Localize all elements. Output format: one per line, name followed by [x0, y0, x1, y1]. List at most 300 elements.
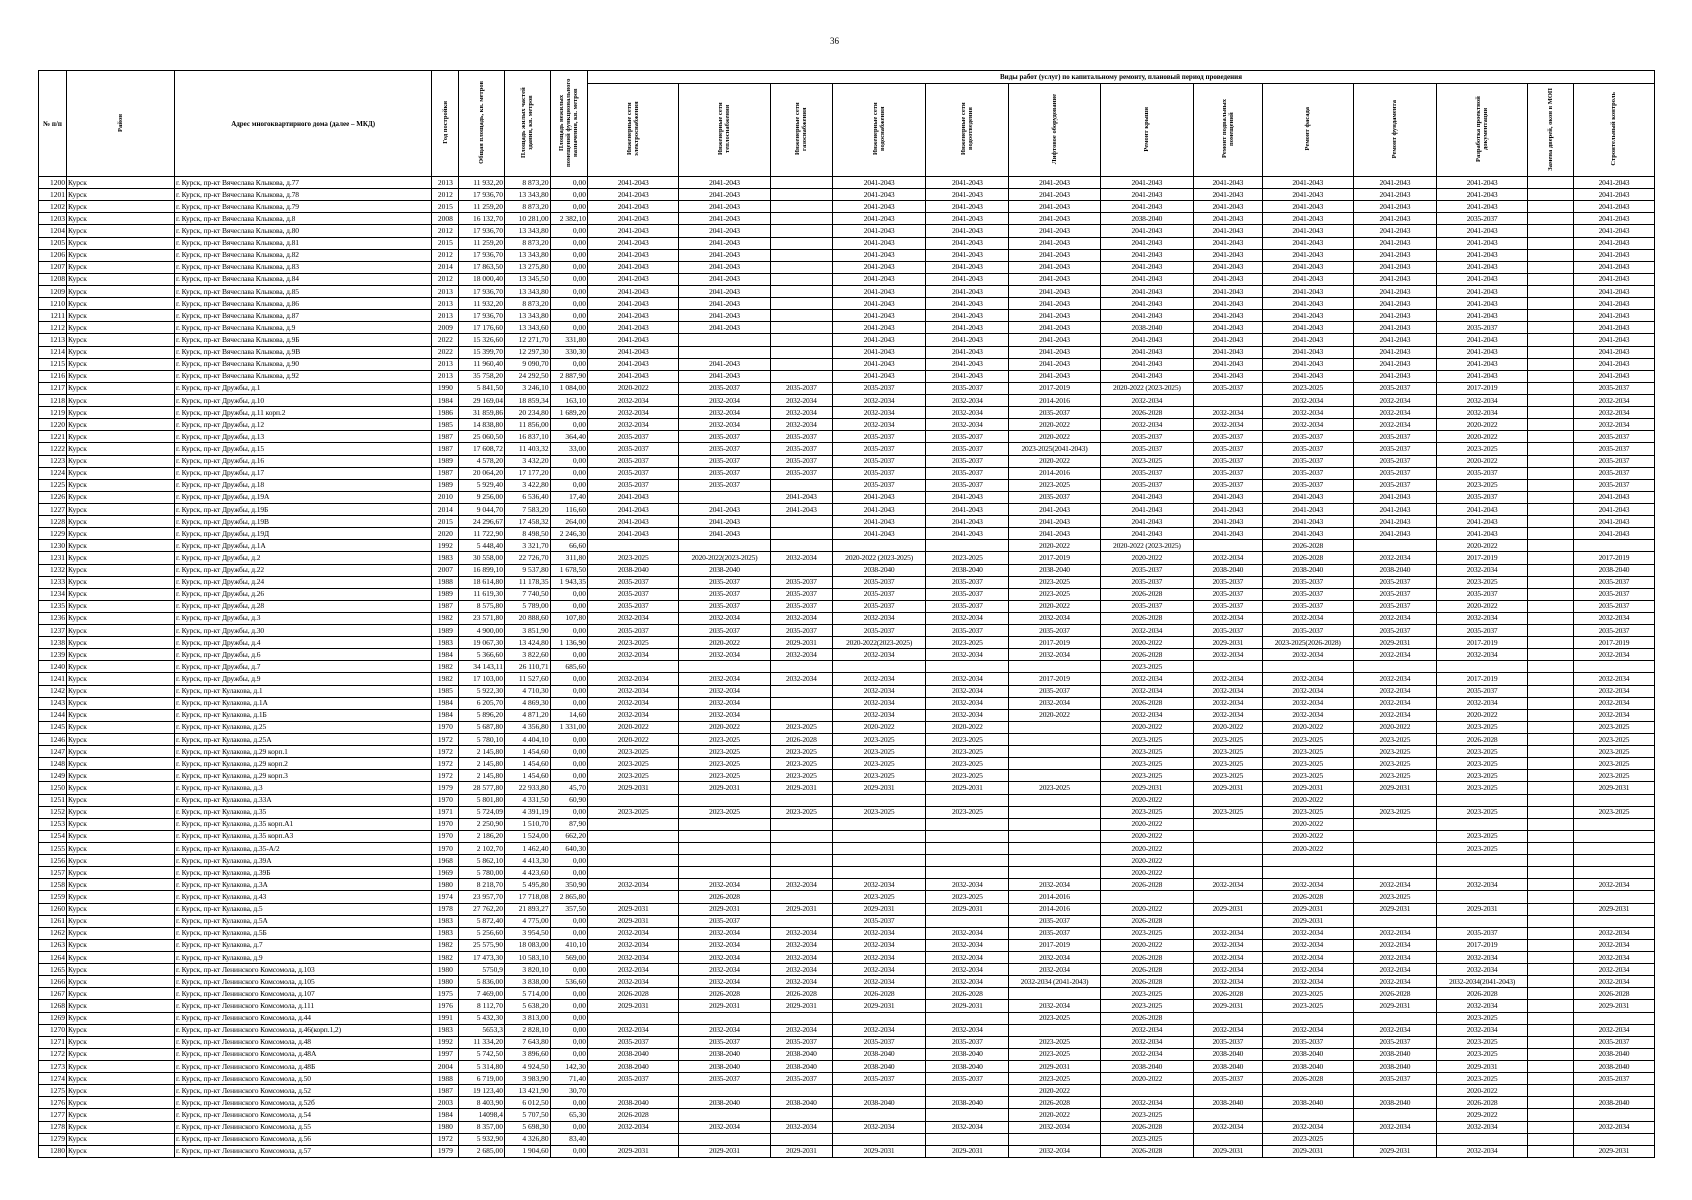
address-cell: г. Курск, пр-кт Кулакова, д.7	[174, 939, 431, 951]
work-construction-control-cell: 2035-2037	[1573, 1036, 1654, 1048]
work-elevator-cell: 2023-2025	[1009, 1073, 1100, 1085]
work-water-cell: 2032-2034	[832, 685, 925, 697]
work-facade-cell: 2038-2040	[1262, 564, 1353, 576]
area-nonresidential-cell: 33,00	[550, 443, 587, 455]
work-construction-control-cell: 2035-2037	[1573, 455, 1654, 467]
year-built-cell: 1984	[432, 709, 459, 721]
address-cell: г. Курск, пр-кт Ленинского Комсомола, д.50	[174, 1073, 431, 1085]
row-number-cell: 1205	[39, 237, 67, 249]
work-roof-cell: 2041-2043	[1100, 298, 1193, 310]
address-cell: г. Курск, пр-кт Ленинского Комсомола, д.48	[174, 1036, 431, 1048]
work-water-cell: 2029-2031	[832, 903, 925, 915]
area-living-cell: 3 822,60	[504, 649, 550, 661]
work-doors-windows-cell	[1528, 867, 1574, 879]
col-year-header: Год постройки	[432, 71, 459, 177]
work-water-cell	[832, 830, 925, 842]
district-cell: Курск	[67, 661, 175, 673]
work-roof-cell: 2032-2034	[1100, 1036, 1193, 1048]
work-facade-cell: 2041-2043	[1262, 528, 1353, 540]
work-sewerage-cell: 2020-2022	[926, 721, 1009, 733]
work-heating-cell	[679, 867, 770, 879]
work-water-cell: 2032-2034	[832, 976, 925, 988]
work-foundation-cell: 2035-2037	[1353, 479, 1436, 491]
work-basement-cell: 2032-2034	[1194, 709, 1262, 721]
year-built-cell: 1984	[432, 1109, 459, 1121]
address-cell: г. Курск, пр-кт Вячеслава Клыкова, д.80	[174, 225, 431, 237]
work-gas-cell: 2029-2031	[770, 782, 832, 794]
district-cell: Курск	[67, 806, 175, 818]
area-living-cell: 4 775,00	[504, 915, 550, 927]
table-row	[39, 273, 1655, 285]
work-foundation-cell: 2035-2037	[1353, 1036, 1436, 1048]
area-living-cell: 11 527,60	[504, 673, 550, 685]
district-cell: Курск	[67, 612, 175, 624]
year-built-cell: 2013	[432, 177, 459, 189]
address-cell: г. Курск, пр-кт Ленинского Комсомола, д.107	[174, 988, 431, 1000]
year-built-cell: 2012	[432, 225, 459, 237]
table-row	[39, 855, 1655, 867]
district-cell: Курск	[67, 237, 175, 249]
table-row	[39, 1145, 1655, 1157]
work-electricity-cell: 2032-2034	[588, 1121, 679, 1133]
work-sewerage-cell: 2038-2040	[926, 1097, 1009, 1109]
work-water-cell: 2038-2040	[832, 564, 925, 576]
work-sewerage-cell: 2032-2034	[926, 419, 1009, 431]
work-elevator-cell: 2041-2043	[1009, 213, 1100, 225]
work-water-cell: 2032-2034	[832, 709, 925, 721]
work-gas-cell	[770, 261, 832, 273]
work-gas-cell: 2032-2034	[770, 939, 832, 951]
work-doors-windows-cell	[1528, 1145, 1574, 1157]
work-gas-cell: 2023-2025	[770, 758, 832, 770]
work-construction-control-cell: 2041-2043	[1573, 177, 1654, 189]
district-cell: Курск	[67, 479, 175, 491]
district-cell: Курск	[67, 891, 175, 903]
district-cell: Курск	[67, 721, 175, 733]
work-design-docs-cell: 2041-2043	[1436, 358, 1527, 370]
work-doors-windows-cell	[1528, 818, 1574, 830]
work-roof-cell: 2023-2025	[1100, 806, 1193, 818]
address-cell: г. Курск, пр-кт Дружбы, д.15	[174, 443, 431, 455]
work-facade-cell	[1262, 855, 1353, 867]
work-roof-cell: 2032-2034	[1100, 1024, 1193, 1036]
work-heating-cell: 2041-2043	[679, 298, 770, 310]
work-gas-cell: 2032-2034	[770, 407, 832, 419]
district-cell: Курск	[67, 843, 175, 855]
district-cell: Курск	[67, 334, 175, 346]
work-foundation-cell: 2041-2043	[1353, 491, 1436, 503]
work-water-cell: 2041-2043	[832, 370, 925, 382]
area-nonresidential-cell: 2 246,30	[550, 528, 587, 540]
work-design-docs-cell: 2023-2025	[1436, 782, 1527, 794]
work-design-docs-cell	[1436, 818, 1527, 830]
area-living-cell: 4 404,10	[504, 734, 550, 746]
work-gas-cell: 2038-2040	[770, 1060, 832, 1072]
work-facade-cell: 2029-2031	[1262, 903, 1353, 915]
area-living-cell: 6 012,50	[504, 1097, 550, 1109]
work-roof-cell: 2026-2028	[1100, 879, 1193, 891]
area-nonresidential-cell: 350,90	[550, 879, 587, 891]
work-gas-cell	[770, 370, 832, 382]
area-living-cell: 3 983,90	[504, 1073, 550, 1085]
work-construction-control-cell: 2035-2037	[1573, 588, 1654, 600]
work-foundation-cell	[1353, 818, 1436, 830]
year-built-cell: 1987	[432, 600, 459, 612]
area-nonresidential-cell: 662,20	[550, 830, 587, 842]
work-construction-control-cell: 2032-2034	[1573, 879, 1654, 891]
work-gas-cell: 2032-2034	[770, 927, 832, 939]
area-living-cell: 17 177,20	[504, 467, 550, 479]
work-elevator-cell: 2041-2043	[1009, 503, 1100, 515]
work-roof-cell: 2041-2043	[1100, 177, 1193, 189]
work-doors-windows-cell	[1528, 503, 1574, 515]
work-water-cell: 2032-2034	[832, 407, 925, 419]
work-facade-cell: 2020-2022	[1262, 721, 1353, 733]
year-built-cell: 1970	[432, 830, 459, 842]
work-sewerage-cell: 2041-2043	[926, 322, 1009, 334]
row-number-cell: 1229	[39, 528, 67, 540]
work-heating-cell	[679, 540, 770, 552]
work-gas-cell: 2035-2037	[770, 576, 832, 588]
work-sewerage-cell: 2041-2043	[926, 310, 1009, 322]
area-nonresidential-cell: 1 678,50	[550, 564, 587, 576]
work-electricity-cell	[588, 794, 679, 806]
work-doors-windows-cell	[1528, 201, 1574, 213]
district-cell: Курск	[67, 1109, 175, 1121]
address-cell: г. Курск, пр-кт Дружбы, д.16	[174, 455, 431, 467]
work-facade-cell: 2029-2031	[1262, 915, 1353, 927]
area-living-cell: 13 343,80	[504, 249, 550, 261]
row-number-cell: 1240	[39, 661, 67, 673]
row-number-cell: 1278	[39, 1121, 67, 1133]
work-elevator-cell	[1009, 830, 1100, 842]
work-electricity-cell: 2032-2034	[588, 612, 679, 624]
work-roof-cell: 2026-2028	[1100, 976, 1193, 988]
work-foundation-cell: 2020-2022	[1353, 721, 1436, 733]
work-roof-cell: 2029-2031	[1100, 782, 1193, 794]
work-water-cell: 2029-2031	[832, 782, 925, 794]
address-cell: г. Курск, пр-кт Дружбы, д.19Д	[174, 528, 431, 540]
work-doors-windows-cell	[1528, 952, 1574, 964]
area-total-cell: 5653,3	[459, 1024, 505, 1036]
work-sewerage-cell: 2035-2037	[926, 479, 1009, 491]
year-built-cell: 1970	[432, 794, 459, 806]
area-total-cell: 8 357,00	[459, 1121, 505, 1133]
work-heating-cell: 2032-2034	[679, 697, 770, 709]
address-cell: г. Курск, пр-кт Дружбы, д.28	[174, 600, 431, 612]
work-heating-cell: 2032-2034	[679, 976, 770, 988]
work-roof-cell: 2032-2034	[1100, 1048, 1193, 1060]
work-facade-cell: 2041-2043	[1262, 334, 1353, 346]
address-cell: г. Курск, пр-кт Вячеслава Клыкова, д.90	[174, 358, 431, 370]
address-cell: г. Курск, пр-кт Дружбы, д.1А	[174, 540, 431, 552]
work-water-cell: 2041-2043	[832, 273, 925, 285]
work-sewerage-cell: 2032-2034	[926, 1121, 1009, 1133]
work-heating-cell: 2023-2025	[679, 758, 770, 770]
row-number-cell: 1268	[39, 1000, 67, 1012]
work-gas-cell: 2032-2034	[770, 419, 832, 431]
work-foundation-cell	[1353, 1012, 1436, 1024]
work-elevator-cell: 2041-2043	[1009, 249, 1100, 261]
work-roof-cell: 2023-2025	[1100, 661, 1193, 673]
table-row	[39, 225, 1655, 237]
work-sewerage-cell: 2041-2043	[926, 503, 1009, 515]
area-living-cell: 5 707,50	[504, 1109, 550, 1121]
address-cell: г. Курск, пр-кт Кулакова, д.35-А/2	[174, 843, 431, 855]
area-total-cell: 5 929,40	[459, 479, 505, 491]
table-row	[39, 491, 1655, 503]
work-heating-cell: 2041-2043	[679, 201, 770, 213]
work-facade-cell: 2032-2034	[1262, 649, 1353, 661]
work-doors-windows-cell	[1528, 358, 1574, 370]
work-doors-windows-cell	[1528, 576, 1574, 588]
work-electricity-cell: 2023-2025	[588, 637, 679, 649]
work-facade-cell: 2023-2025	[1262, 770, 1353, 782]
year-built-cell: 1982	[432, 939, 459, 951]
work-doors-windows-cell	[1528, 1048, 1574, 1060]
work-heating-cell: 2020-2022(2023-2025)	[679, 552, 770, 564]
row-number-cell: 1226	[39, 491, 67, 503]
work-foundation-cell: 2032-2034	[1353, 649, 1436, 661]
work-gas-cell: 2032-2034	[770, 1024, 832, 1036]
work-electricity-cell: 2038-2040	[588, 1060, 679, 1072]
work-heating-cell	[679, 830, 770, 842]
work-doors-windows-cell	[1528, 697, 1574, 709]
work-gas-cell: 2035-2037	[770, 455, 832, 467]
area-total-cell: 17 103,00	[459, 673, 505, 685]
area-living-cell: 22 933,80	[504, 782, 550, 794]
table-row	[39, 758, 1655, 770]
work-facade-cell: 2041-2043	[1262, 358, 1353, 370]
year-built-cell: 2013	[432, 298, 459, 310]
work-basement-cell: 2035-2037	[1194, 455, 1262, 467]
area-nonresidential-cell: 0,00	[550, 1097, 587, 1109]
area-total-cell: 5 687,80	[459, 721, 505, 733]
area-total-cell: 5 448,40	[459, 540, 505, 552]
work-roof-cell: 2026-2028	[1100, 407, 1193, 419]
row-number-cell: 1265	[39, 964, 67, 976]
area-living-cell: 11 178,35	[504, 576, 550, 588]
work-roof-cell: 2041-2043	[1100, 249, 1193, 261]
district-cell: Курск	[67, 637, 175, 649]
work-facade-cell: 2023-2025	[1262, 734, 1353, 746]
year-built-cell: 2008	[432, 213, 459, 225]
work-construction-control-cell: 2032-2034	[1573, 939, 1654, 951]
work-elevator-cell: 2032-2034 (2041-2043)	[1009, 976, 1100, 988]
work-sewerage-cell: 2032-2034	[926, 879, 1009, 891]
district-cell: Курск	[67, 988, 175, 1000]
col-area-total-header: Общая площадь, кв. метров	[459, 71, 505, 177]
col-work-water-header: Инженерные сети водоснабжения	[832, 84, 925, 177]
work-elevator-cell: 2041-2043	[1009, 261, 1100, 273]
area-living-cell: 17 718,08	[504, 891, 550, 903]
work-construction-control-cell	[1573, 1133, 1654, 1145]
work-foundation-cell: 2041-2043	[1353, 503, 1436, 515]
work-design-docs-cell: 2032-2034	[1436, 564, 1527, 576]
address-cell: г. Курск, пр-кт Кулакова, д.25А	[174, 734, 431, 746]
area-living-cell: 3 896,60	[504, 1048, 550, 1060]
work-elevator-cell: 2017-2019	[1009, 939, 1100, 951]
work-foundation-cell	[1353, 1109, 1436, 1121]
area-total-cell: 20 064,20	[459, 467, 505, 479]
work-design-docs-cell: 2023-2025	[1436, 806, 1527, 818]
address-cell: г. Курск, пр-кт Кулакова, д.33А	[174, 794, 431, 806]
work-sewerage-cell: 2032-2034	[926, 697, 1009, 709]
work-gas-cell: 2023-2025	[770, 770, 832, 782]
work-water-cell	[832, 794, 925, 806]
area-nonresidential-cell: 1 943,35	[550, 576, 587, 588]
area-living-cell: 12 271,70	[504, 334, 550, 346]
area-nonresidential-cell: 2 865,80	[550, 891, 587, 903]
work-gas-cell: 2032-2034	[770, 394, 832, 406]
year-built-cell: 1974	[432, 891, 459, 903]
work-design-docs-cell: 2041-2043	[1436, 503, 1527, 515]
area-nonresidential-cell: 0,00	[550, 189, 587, 201]
area-total-cell: 5 780,00	[459, 867, 505, 879]
row-number-cell: 1238	[39, 637, 67, 649]
work-sewerage-cell: 2029-2031	[926, 1145, 1009, 1157]
area-total-cell: 4 578,20	[459, 455, 505, 467]
work-elevator-cell: 2032-2034	[1009, 612, 1100, 624]
row-number-cell: 1203	[39, 213, 67, 225]
row-number-cell: 1207	[39, 261, 67, 273]
year-built-cell: 1979	[432, 1145, 459, 1157]
work-design-docs-cell: 2023-2025	[1436, 479, 1527, 491]
year-built-cell: 2014	[432, 261, 459, 273]
work-water-cell	[832, 661, 925, 673]
work-foundation-cell: 2032-2034	[1353, 673, 1436, 685]
work-sewerage-cell: 2035-2037	[926, 443, 1009, 455]
work-doors-windows-cell	[1528, 685, 1574, 697]
work-basement-cell: 2035-2037	[1194, 1073, 1262, 1085]
work-foundation-cell: 2038-2040	[1353, 564, 1436, 576]
work-heating-cell: 2035-2037	[679, 576, 770, 588]
work-electricity-cell: 2035-2037	[588, 443, 679, 455]
area-living-cell: 3 954,50	[504, 927, 550, 939]
work-electricity-cell	[588, 830, 679, 842]
work-water-cell	[832, 1109, 925, 1121]
work-foundation-cell: 2041-2043	[1353, 249, 1436, 261]
area-total-cell: 25 060,50	[459, 431, 505, 443]
work-electricity-cell: 2020-2022	[588, 721, 679, 733]
table-row	[39, 976, 1655, 988]
work-water-cell: 2032-2034	[832, 927, 925, 939]
work-doors-windows-cell	[1528, 879, 1574, 891]
work-water-cell: 2041-2043	[832, 213, 925, 225]
work-elevator-cell: 2023-2025	[1009, 576, 1100, 588]
district-cell: Курск	[67, 952, 175, 964]
work-gas-cell	[770, 516, 832, 528]
area-nonresidential-cell: 0,00	[550, 1036, 587, 1048]
area-nonresidential-cell: 1 136,90	[550, 637, 587, 649]
work-electricity-cell: 2041-2043	[588, 334, 679, 346]
work-construction-control-cell: 2032-2034	[1573, 709, 1654, 721]
work-gas-cell: 2032-2034	[770, 964, 832, 976]
work-elevator-cell: 2041-2043	[1009, 516, 1100, 528]
area-nonresidential-cell: 87,90	[550, 818, 587, 830]
work-design-docs-cell: 2023-2025	[1436, 830, 1527, 842]
work-sewerage-cell	[926, 661, 1009, 673]
work-electricity-cell: 2032-2034	[588, 649, 679, 661]
area-living-cell: 4 710,30	[504, 685, 550, 697]
work-elevator-cell: 2035-2037	[1009, 407, 1100, 419]
work-heating-cell	[679, 1133, 770, 1145]
work-heating-cell: 2041-2043	[679, 249, 770, 261]
work-roof-cell: 2020-2022	[1100, 855, 1193, 867]
work-roof-cell: 2035-2037	[1100, 467, 1193, 479]
work-doors-windows-cell	[1528, 649, 1574, 661]
work-doors-windows-cell	[1528, 782, 1574, 794]
district-cell: Курск	[67, 976, 175, 988]
work-electricity-cell: 2041-2043	[588, 516, 679, 528]
work-sewerage-cell: 2026-2028	[926, 988, 1009, 1000]
address-cell: г. Курск, пр-кт Вячеслава Клыкова, д.82	[174, 249, 431, 261]
work-design-docs-cell: 2020-2022	[1436, 431, 1527, 443]
area-total-cell: 6 719,00	[459, 1073, 505, 1085]
area-nonresidential-cell: 311,80	[550, 552, 587, 564]
year-built-cell: 1982	[432, 673, 459, 685]
row-number-cell: 1256	[39, 855, 67, 867]
work-basement-cell: 2035-2037	[1194, 431, 1262, 443]
work-elevator-cell: 2041-2043	[1009, 285, 1100, 297]
work-doors-windows-cell	[1528, 516, 1574, 528]
work-design-docs-cell	[1436, 855, 1527, 867]
area-nonresidential-cell: 330,30	[550, 346, 587, 358]
work-water-cell: 2041-2043	[832, 346, 925, 358]
work-facade-cell: 2035-2037	[1262, 467, 1353, 479]
work-design-docs-cell: 2035-2037	[1436, 213, 1527, 225]
work-doors-windows-cell	[1528, 455, 1574, 467]
work-electricity-cell: 2032-2034	[588, 407, 679, 419]
work-water-cell: 2032-2034	[832, 612, 925, 624]
work-design-docs-cell: 2035-2037	[1436, 491, 1527, 503]
work-gas-cell	[770, 1109, 832, 1121]
work-heating-cell: 2029-2031	[679, 1145, 770, 1157]
area-total-cell: 8 218,70	[459, 879, 505, 891]
work-gas-cell: 2032-2034	[770, 976, 832, 988]
area-living-cell: 3 813,00	[504, 1012, 550, 1024]
work-design-docs-cell: 2023-2025	[1436, 1048, 1527, 1060]
address-cell: г. Курск, пр-кт Ленинского Комсомола, д.52б	[174, 1097, 431, 1109]
work-sewerage-cell: 2032-2034	[926, 952, 1009, 964]
work-elevator-cell: 2017-2019	[1009, 673, 1100, 685]
work-heating-cell: 2029-2031	[679, 1000, 770, 1012]
work-construction-control-cell	[1573, 818, 1654, 830]
work-roof-cell	[1100, 891, 1193, 903]
work-basement-cell	[1194, 661, 1262, 673]
area-total-cell: 5 432,30	[459, 1012, 505, 1024]
work-sewerage-cell: 2023-2025	[926, 758, 1009, 770]
work-gas-cell: 2029-2031	[770, 1000, 832, 1012]
work-electricity-cell	[588, 867, 679, 879]
work-roof-cell: 2020-2022	[1100, 867, 1193, 879]
area-living-cell: 17 458,32	[504, 516, 550, 528]
work-heating-cell	[679, 843, 770, 855]
work-design-docs-cell: 2035-2037	[1436, 685, 1527, 697]
work-basement-cell: 2035-2037	[1194, 382, 1262, 394]
district-cell: Курск	[67, 528, 175, 540]
year-built-cell: 1972	[432, 770, 459, 782]
work-basement-cell	[1194, 1109, 1262, 1121]
work-electricity-cell	[588, 540, 679, 552]
work-heating-cell: 2035-2037	[679, 915, 770, 927]
table-row	[39, 503, 1655, 515]
work-doors-windows-cell	[1528, 1060, 1574, 1072]
work-sewerage-cell: 2041-2043	[926, 249, 1009, 261]
district-cell: Курск	[67, 503, 175, 515]
address-cell: г. Курск, пр-кт Вячеслава Клыкова, д.87	[174, 310, 431, 322]
work-design-docs-cell: 2041-2043	[1436, 261, 1527, 273]
